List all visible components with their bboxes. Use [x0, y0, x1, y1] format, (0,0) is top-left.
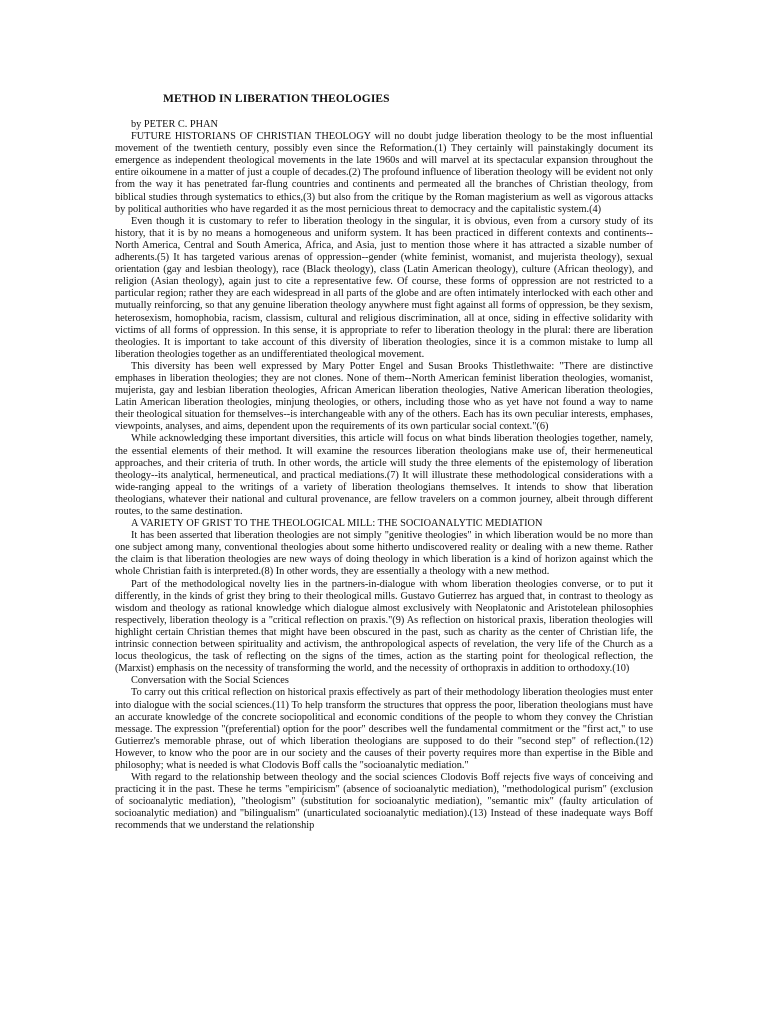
paragraph-4: While acknowledging these important diversities, this article will focus on what binds liberation theologies together, namely, the essential elements of their method. It will examine the resources liberation theologians make use of, their hermeneutical approaches, and their criteria of truth. In other words, the article will study the three elements of the epistemology of liberation theology--its analytical, hermeneutical, and practical mediations.(7) It will illustrate these methodological considerations with a wide-ranging appeal to the writings of a variety of liberation theologians themselves. It intends to show that liberation theologians, whatever their national and cultural provenance, are fellow travelers on a common journey, albeit through different routes, to the same destination.: [115, 433, 653, 517]
paragraph-2: Even though it is customary to refer to liberation theology in the singular, it is obvious, even from a cursory study of its history, that it is by no means a homogeneous and uniform system. It has been practiced in different contexts and continents--North America, Central and South America, Africa, and Asia, just to mention those where it has attracted a sizable number of adherents.(5) It has targeted various arenas of oppression--gender (white feminist, womanist, and mujerista theology), sexual orientation (gay and lesbian theology), race (Black theology), class (Latin American theology), culture (African theology), and religion (Asian theology), again just to cite a representative few. Of course, these forms of oppression are not restricted to a particular region; rather they are each widespread in all parts of the globe and are often intimately interlocked with each other and mutually reinforcing, so that any genuine liberation theology anywhere must fight against all forms of oppression, be they sexism, heterosexism, homophobia, racism, classism, cultural and religious discrimination, all at once, siding in effective solidarity with victims of all forms of oppression. In this sense, it is appropriate to refer to liberation theology in the plural: there are liberation theologies. It is important to take account of this diversity of liberation theologies, since it is a common mistake to lump all liberation theologies together as an undifferentiated theological movement.: [115, 215, 653, 360]
paragraph-7: To carry out this critical reflection on historical praxis effectively as part of their methodology liberation theologies must enter into dialogue with the social sciences.(11) To help transform the structures that oppress the poor, liberation theologians must have an accurate knowledge of the concrete sociopolitical and economic conditions of the people to whom they convey the Christian message. The expression "(preferential) option for the poor" describes well the fundamental commitment or the "first act," to use Gutierrez's memorable phrase, out of which liberation theologians are supposed to do their "second step" of reflection.(12) However, to know who the poor are in our society and the causes of their poverty requires more than expertise in the Bible and philosophy; what is needed is what Clodovis Boff calls the "socioanalytic mediation.": [115, 687, 653, 771]
paragraph-6: Part of the methodological novelty lies in the partners-in-dialogue with whom liberation theologies converse, or to put it differently, in the kinds of grist they bring to their theological mills. Gustavo Gutierrez has argued that, in contrast to theology as wisdom and theology as rational knowledge which dialogue almost exclusively with Neoplatonic and Aristotelean philosophies respectively, liberation theology is a "critical reflection on praxis."(9) As reflection on historical praxis, liberation theologies will highlight certain Christian themes that might have been obscured in the past, such as charity as the center of Christian life, the intrinsic connection between spirituality and activism, the anthropological aspects of revelation, the very life of the Church as a locus theologicus, the task of reflecting on the signs of the times, action as the starting point for theological reflection, the (Marxist) emphasis on the necessity of transforming the world, and the necessity of orthopraxis in addition to orthodoxy.(10): [115, 578, 653, 675]
section-heading: A VARIETY OF GRIST TO THE THEOLOGICAL MILL: THE SOCIOANALYTIC MEDIATION: [131, 518, 543, 530]
paragraph-5: It has been asserted that liberation theologies are not simply "genitive theologies" in which liberation would be no more than one subject among many, conventional theologies about some hitherto undiscovered reality or dealing with a new theme. Rather the claim is that liberation theologies are new ways of doing theology in which liberation is a kind of horizon against which the whole Christian faith is interpreted.(8) In other words, they are essentially a theology with a new method.: [115, 530, 653, 578]
byline: by PETER C. PHAN: [131, 119, 218, 130]
paragraph-3: This diversity has been well expressed by Mary Potter Engel and Susan Brooks Thistlethwaite: "There are distinctive emphases in liberation theologies; they are not clones. None of them--North American feminist liberation theologies, womanist, mujerista, gay and lesbian liberation theologies, African American liberation theologies, Native American liberation theologies, Latin American liberation theologies, minjung theologies, or others, including those who as yet have not found a way to name their theological situation for themselves--is interchangeable with any of the others. Each has its own peculiar interests, emphases, viewpoints, analyses, and aims, dependent upon the requirements of its own particular social context."(6): [115, 360, 653, 433]
paragraph-8: With regard to the relationship between theology and the social sciences Clodovis Boff rejects five ways of conceiving and practicing it in the past. These he terms "empiricism" (absence of socioanalytic mediation), "methodological purism" (exclusion of socioanalytic mediation), "theologism" (substitution for socioanalytic mediation), "semantic mix" (faulty articulation of socioanalytic mediation) and "bilingualism" (unarticulated socioanalytic mediation).(13) Instead of these inadequate ways Boff recommends that we understand the relationship: [115, 772, 653, 832]
article-body: [115, 119, 653, 833]
article-title: METHOD IN LIBERATION THEOLOGIES: [163, 93, 390, 105]
paragraph-1: FUTURE HISTORIANS OF CHRISTIAN THEOLOGY will no doubt judge liberation theology to be the most influential movement of the twentieth century, possibly even since the Reformation.(1) They certainly will painstakingly document its emergence as independent theological movements in the late 1960s and will marvel at its spectacular expansion throughout the entire oikoumene in a matter of just a couple of decades.(2) The profound influence of liberation theology will be evident not only from the way it has penetrated far-flung countries and continents and permeated all the branches of Christian theology, from biblical studies through systematics to ethics,(3) but also from the critique by the Roman magisterium as well as vigorous attacks by political authorities who have regarded it as the most pernicious threat to democracy and the capitalistic system.(4): [115, 131, 653, 215]
subsection-heading: Conversation with the Social Sciences: [131, 675, 289, 687]
